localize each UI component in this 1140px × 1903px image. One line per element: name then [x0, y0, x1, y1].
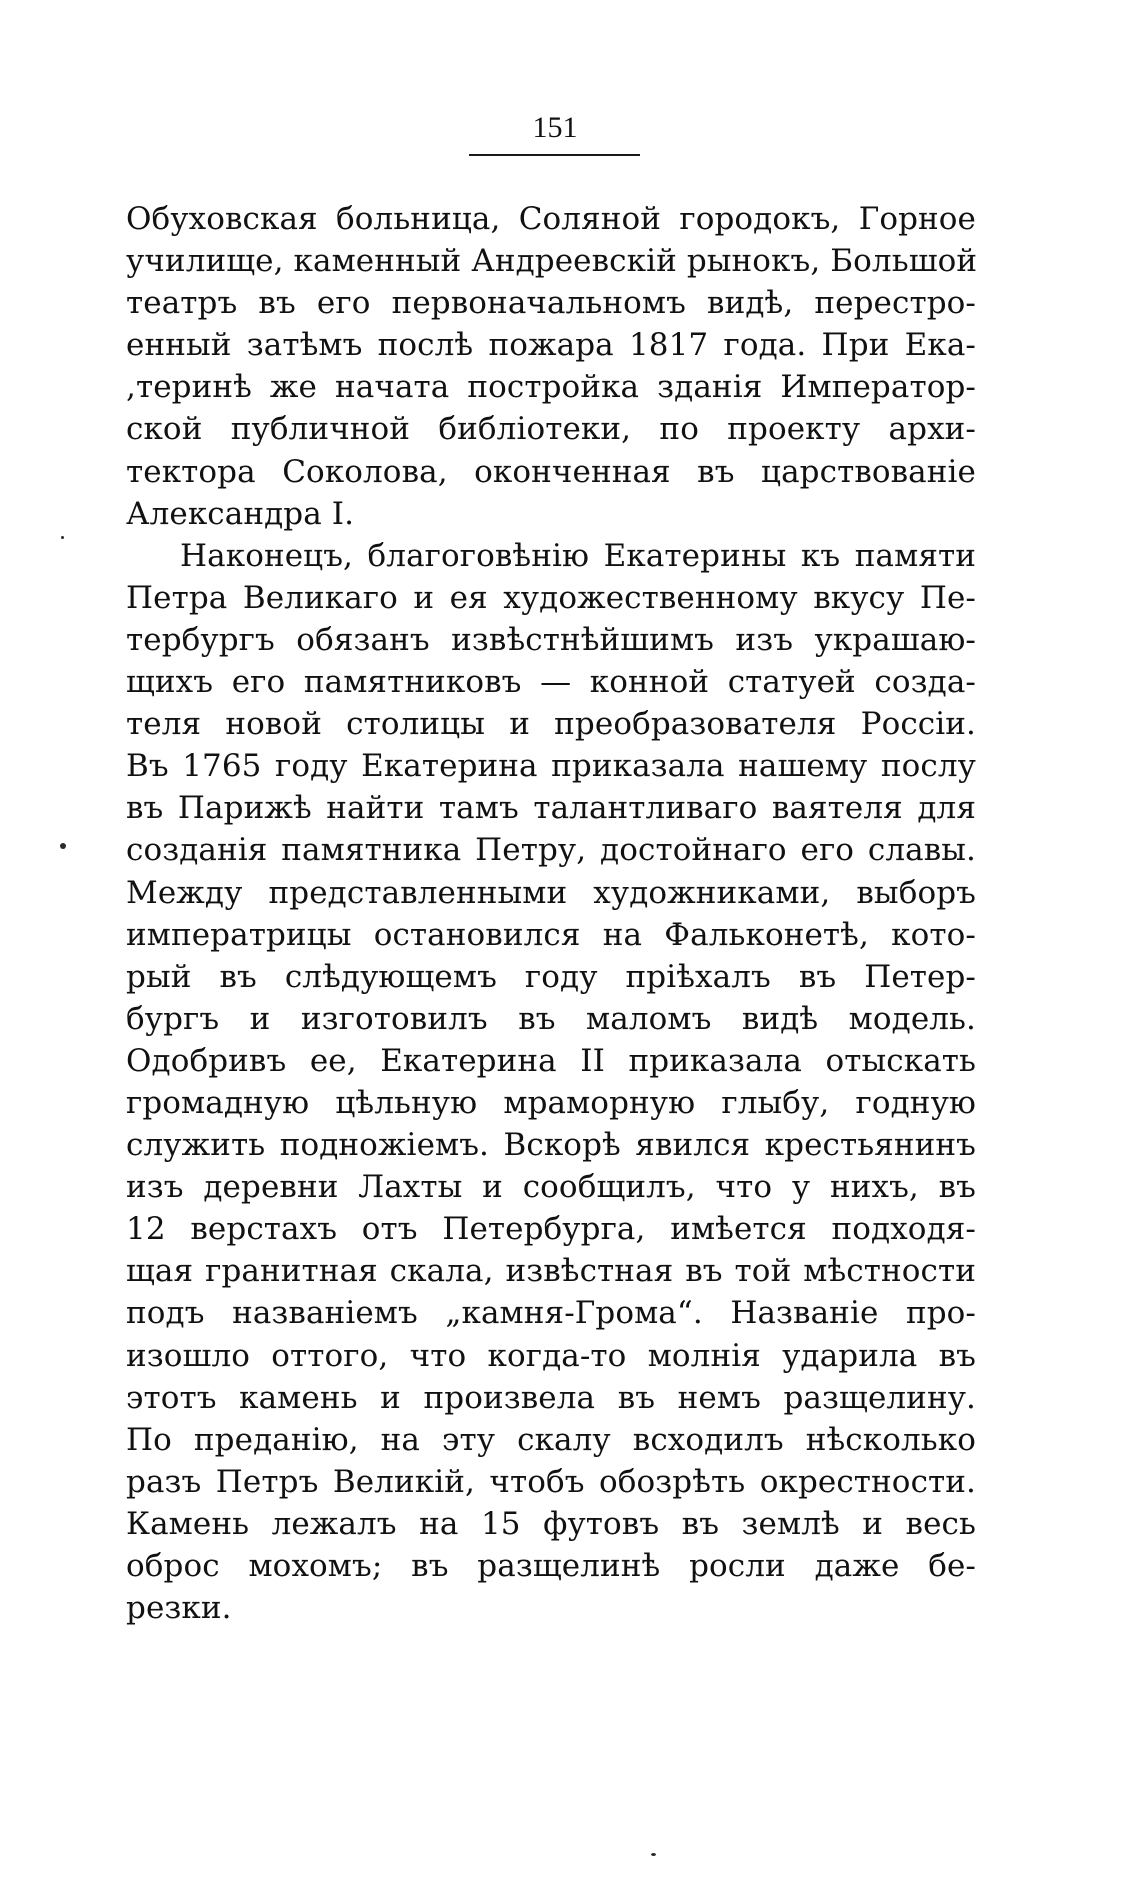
text-line: щихъ его памятниковъ — конной статуей созда-: [126, 664, 976, 701]
text-line: рый въ слѣдующемъ году пріѣхалъ въ Петер-: [126, 958, 976, 995]
text-line: служить подножіемъ. Вскорѣ явился крестьянинъ: [126, 1127, 976, 1164]
text-line: громадную цѣльную мраморную глыбу, годную: [126, 1084, 976, 1121]
text-line: императрицы остановился на Фальконетѣ, кото-: [126, 916, 976, 953]
scan-speck: [61, 536, 64, 539]
text-line: созданія памятника Петру, достойнаго его славы.: [126, 832, 976, 869]
page-number: 151: [532, 111, 578, 144]
text-line: Наконецъ, благоговѣнію Екатерины къ памяти: [180, 537, 976, 574]
text-line: ,теринѣ же начата постройка зданія Император-: [126, 369, 976, 406]
text-line: тербургъ обязанъ извѣстнѣйшимъ изъ украшаю-: [126, 621, 976, 658]
text-line: Одобривъ ее, Екатерина II приказала отыскать: [126, 1042, 976, 1079]
text-line: резки.: [126, 1590, 232, 1627]
text-line: тектора Соколова, оконченная въ царствованіе: [126, 453, 976, 490]
text-line: Петра Великаго и ея художественному вкусу Пе-: [126, 579, 976, 616]
text-line: изошло оттого, что когда-то молнія ударила въ: [126, 1337, 976, 1374]
text-line: Въ 1765 году Екатерина приказала нашему послу: [126, 748, 976, 785]
header-rule: [469, 154, 640, 156]
text-line: енный затѣмъ послѣ пожара 1817 года. При Ека-: [126, 327, 976, 364]
text-line: Александра I.: [126, 495, 355, 532]
text-line: изъ деревни Лахты и сообщилъ, что у нихъ, въ: [126, 1169, 976, 1206]
text-line: этотъ камень и произвела въ немъ разщелину.: [126, 1379, 976, 1416]
text-line: оброс мохомъ; въ разщелинѣ росли даже бе-: [126, 1548, 976, 1584]
text-line: По преданію, на эту скалу всходилъ нѣсколько: [126, 1421, 976, 1458]
text-line: театръ въ его первоначальномъ видѣ, перестро-: [126, 285, 976, 322]
scan-speck: [651, 1853, 656, 1856]
text-line: Между представленными художниками, выборъ: [126, 874, 976, 911]
body-text: [126, 198, 976, 1629]
text-line: ской публичной библіотеки, по проекту архи-: [126, 411, 976, 448]
text-line: училище, каменный Андреевскій рынокъ, Большой: [126, 243, 978, 280]
scan-speck: [60, 843, 66, 849]
text-line: Обуховская больница, Соляной городокъ, Горное: [126, 201, 976, 237]
text-line: щая гранитная скала, извѣстная въ той мѣстности: [126, 1253, 976, 1290]
text-line: разъ Петръ Великій, чтобъ обозрѣть окрестности.: [126, 1463, 976, 1500]
text-line: въ Парижѣ найти тамъ талантливаго ваятеля для: [126, 790, 976, 827]
text-line: 12 верстахъ отъ Петербурга, имѣется подходя-: [126, 1211, 976, 1248]
text-line: бургъ и изготовилъ въ маломъ видѣ модель.: [126, 1000, 976, 1037]
text-line: теля новой столицы и преобразователя Россіи.: [126, 706, 976, 743]
text-line: Камень лежалъ на 15 футовъ въ землѣ и весь: [126, 1505, 976, 1542]
text-line: подъ названіемъ „камня-Грома“. Названіе про-: [126, 1295, 976, 1332]
